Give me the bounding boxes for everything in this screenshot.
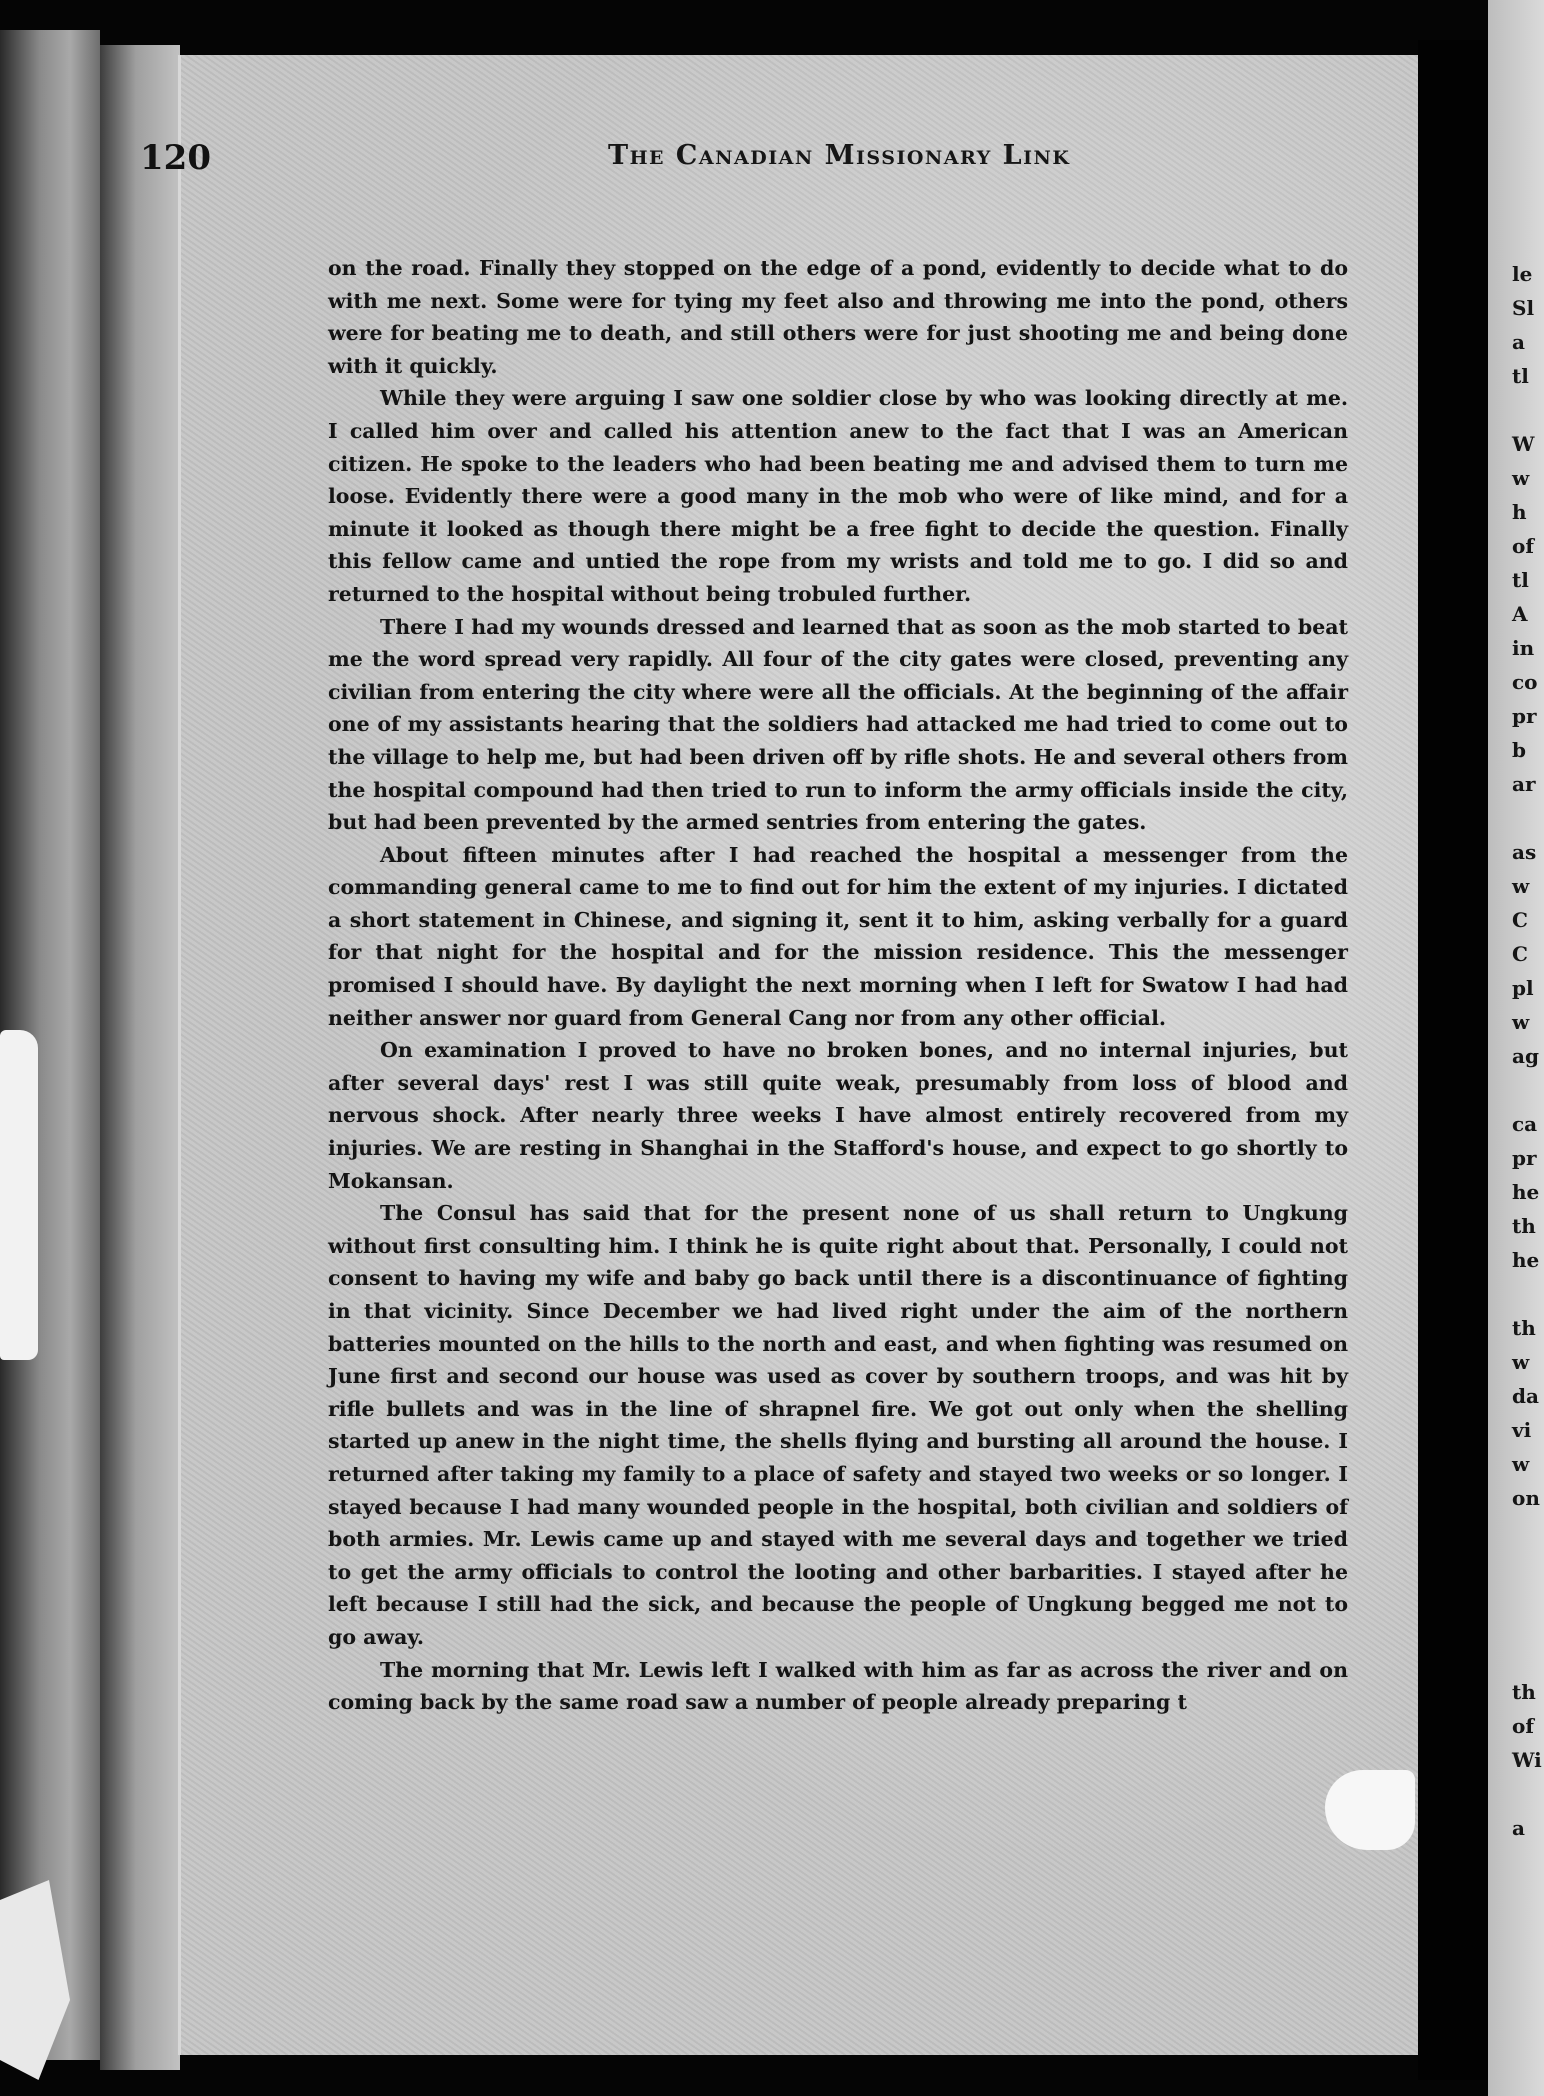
adjacent-page-fragment: of (1512, 534, 1534, 558)
page-number: 120 (140, 138, 211, 178)
adjacent-page-fragment: w (1512, 874, 1530, 898)
adjacent-page-fragment: th (1512, 1214, 1536, 1238)
adjacent-page-edge (1488, 0, 1544, 2096)
adjacent-page-fragment: a (1512, 1816, 1525, 1840)
adjacent-page-fragment: as (1512, 840, 1537, 864)
page-header (140, 138, 1380, 198)
adjacent-page-fragment: vi (1512, 1418, 1532, 1442)
body-paragraph: on the road. Finally they stopped on the edge of a pond, evidently to decide what to do with me next. Some were for tying my feet also and throwing me into the pond, others were for beating me to death, and still others were for just shooting me and being done with it quickly. (328, 256, 1348, 378)
adjacent-page-fragment: pr (1512, 1146, 1537, 1170)
adjacent-page-fragment: he (1512, 1180, 1540, 1204)
body-paragraph: About fifteen minutes after I had reached the hospital a messenger from the commanding general came to me to find out for him the extent of my injuries. I dictated a short statement in Chinese, and signing it, sent it to him, asking verbally for a guard for that night for the hospital and for the mission residence. This the messenger promised I should have. By daylight the next morning when I left for Swatow I had had neither answer nor guard from General Cang nor from any other official. (328, 842, 1348, 1030)
article-body (328, 252, 1348, 1719)
running-title: The Canadian Missionary Link (608, 140, 1071, 171)
body-paragraph: The Consul has said that for the present none of us shall return to Ungkung without first consulting him. I think he is quite right about that. Personally, I could not consent to having my wife and baby go back until there is a discontinuance of fighting in that vicinity. Since December we had lived right under the aim of the northern batteries mounted on the hills to the north and east, and when fighting was resumed on June first and second our house was used as cover by southern troops, and was hit by rifle bullets and was in the line of shrapnel fire. We got out only when the shelling started up anew in the night time, the shells flying and bursting all around the house. I returned after taking my family to a place of safety and stayed two weeks or so longer. I stayed because I had many wounded people in the hospital, both civilian and soldiers of both armies. Mr. Lewis came up and stayed with me several days and together we tried to get the army officials to control the looting and other barbarities. I stayed after he left because I still had the sick, and because the people of Ungkung begged me not to go away. (328, 1201, 1348, 1649)
paper-damage-spot (1325, 1770, 1415, 1850)
adjacent-page-fragment: of (1512, 1714, 1534, 1738)
adjacent-page-fragment: W (1512, 432, 1535, 456)
adjacent-page-fragment: th (1512, 1680, 1536, 1704)
adjacent-page-fragment: tl (1512, 364, 1529, 388)
body-paragraph: On examination I proved to have no broken bones, and no internal injuries, but after several days' rest I was still quite weak, presumably from loss of blood and nervous shock. After nearly three weeks I have almost entirely recovered from my injuries. We are resting in Shanghai in the Stafford's house, and expect to go shortly to Mokansan. (328, 1038, 1348, 1193)
adjacent-page-fragment: pl (1512, 976, 1534, 1000)
adjacent-page-fragment: th (1512, 1316, 1536, 1340)
adjacent-page-fragment: a (1512, 330, 1525, 354)
adjacent-page-fragment: on (1512, 1486, 1540, 1510)
adjacent-page-fragment: C (1512, 942, 1528, 966)
body-paragraph: While they were arguing I saw one soldier close by who was looking directly at me. I called him over and called his attention anew to the fact that I was an American citizen. He spoke to the leaders who had been beating me and advised them to turn me loose. Evidently there were a good many in the mob who were of like mind, and for a minute it looked as though there might be a free fight to decide the question. Finally this fellow came and untied the rope from my wrists and told me to go. I did so and returned to the hospital without being trobuled further. (328, 386, 1348, 606)
adjacent-page-fragment: Wi (1512, 1748, 1542, 1772)
adjacent-page-fragment: co (1512, 670, 1538, 694)
adjacent-page-fragment: Sl (1512, 296, 1535, 320)
adjacent-page-fragment: w (1512, 1350, 1530, 1374)
body-paragraph: There I had my wounds dressed and learned that as soon as the mob started to beat me the word spread very rapidly. All four of the city gates were closed, preventing any civilian from entering the city where were all the officials. At the beginning of the affair one of my assistants hearing that the soldiers had attacked me had tried to come out to the village to help me, but had been driven off by rifle shots. He and several others from the hospital compound had then tried to run to inform the army officials inside the city, but had been prevented by the armed sentries from entering the gates. (328, 614, 1348, 835)
adjacent-page-fragment: da (1512, 1384, 1539, 1408)
adjacent-page-fragment: he (1512, 1248, 1540, 1272)
adjacent-page-fragment: ar (1512, 772, 1536, 796)
adjacent-page-fragment: pr (1512, 704, 1537, 728)
adjacent-page-fragment: ag (1512, 1044, 1539, 1068)
page-separator (1418, 40, 1488, 2080)
adjacent-page-fragment: w (1512, 466, 1530, 490)
adjacent-page-fragment: w (1512, 1010, 1530, 1034)
page-gutter (100, 45, 180, 2070)
torn-paper-fragment (0, 1030, 38, 1360)
body-paragraph: The morning that Mr. Lewis left I walked with him as far as across the river and on coming back by the same road saw a number of people already preparing t (328, 1657, 1348, 1715)
adjacent-page-fragment: w (1512, 1452, 1530, 1476)
adjacent-page-fragment: in (1512, 636, 1535, 660)
adjacent-page-fragment: ca (1512, 1112, 1538, 1136)
adjacent-page-fragment: b (1512, 738, 1526, 762)
adjacent-page-fragment: A (1512, 602, 1528, 626)
adjacent-page-fragment: tl (1512, 568, 1529, 592)
adjacent-page-fragment: le (1512, 262, 1533, 286)
adjacent-page-fragment: h (1512, 500, 1527, 524)
adjacent-page-fragment: C (1512, 908, 1528, 932)
